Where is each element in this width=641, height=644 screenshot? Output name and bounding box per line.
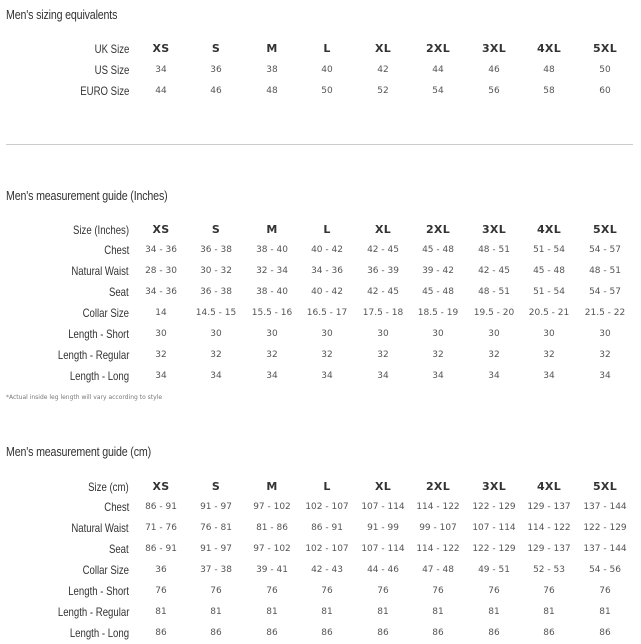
table-cell: 50 [599,65,611,75]
row-label: Length - Regular [57,605,129,619]
table-cell: 86 - 91 [145,502,177,512]
row-label: Length - Long [69,626,129,640]
table-cell: 34 [488,371,500,381]
table-row [0,324,641,344]
table-cell: 36 - 38 [200,245,232,255]
table-cell: 44 - 46 [367,565,399,575]
table-row [0,623,641,643]
table-cell: 32 [432,350,444,360]
table-cell: 32 [321,350,333,360]
row-label: Natural Waist [71,521,129,535]
table-row [0,497,641,517]
row-label: Collar Size [82,563,129,577]
table-cell: 18.5 - 19 [417,308,459,318]
table-cell: 42 - 45 [478,266,510,276]
table-cell: 30 [488,329,500,339]
table-cell: 36 - 38 [200,287,232,297]
table-cell: 39 - 41 [256,565,288,575]
table-cell: 56 [488,86,500,96]
table-cell: 99 - 107 [419,523,457,533]
row-label: Size (cm) [88,480,129,494]
table-cell: 34 [155,371,167,381]
header-cell: XS [152,42,170,55]
header-cell: 3XL [481,223,507,236]
table-cell: 54 [432,86,444,96]
table-cell: 34 [377,371,389,381]
table-cell: 76 [488,586,500,596]
table-cell: 97 - 102 [253,502,291,512]
table-cell: 76 [321,586,333,596]
table-cell: 28 - 30 [145,266,177,276]
table-row [0,282,641,302]
table-cell: 86 [432,628,444,638]
table-cell: 107 - 114 [361,544,405,554]
row-label: US Size [94,63,129,77]
table-cell: 20.5 - 21 [528,308,570,318]
row-label: Length - Regular [57,348,129,362]
table-cell: 34 [321,371,333,381]
table-cell: 86 [488,628,500,638]
table-cell: 76 [155,586,167,596]
table-cell: 114 - 122 [527,523,571,533]
table-cell: 34 - 36 [311,266,343,276]
table-cell: 91 - 97 [200,544,232,554]
table-cell: 86 - 91 [311,523,343,533]
table-cell: 54 - 57 [589,245,621,255]
table-row [0,560,641,580]
header-cell: M [266,223,278,236]
table-cell: 45 - 48 [422,245,454,255]
header-cell: 2XL [425,480,451,493]
table-cell: 81 [488,607,500,617]
table-cell: 32 [543,350,555,360]
table-cell: 21.5 - 22 [584,308,626,318]
row-label: Length - Short [68,327,129,341]
table-row [0,345,641,365]
header-cell: XL [374,42,392,55]
table-cell: 76 [432,586,444,596]
table-cell: 34 [266,371,278,381]
table-cell: 30 [377,329,389,339]
table-cell: 81 [155,607,167,617]
row-label: Chest [103,500,129,514]
table-cell: 76 - 81 [200,523,232,533]
table-header-row [0,477,641,497]
table-cell: 129 - 137 [527,544,571,554]
table-cell: 34 [432,371,444,381]
table-row [0,581,641,601]
table-cell: 81 [432,607,444,617]
row-label: EURO Size [79,84,129,98]
table-cell: 46 [488,65,500,75]
table-cell: 107 - 114 [472,523,516,533]
table-cell: 42 - 43 [311,565,343,575]
table-cell: 45 - 48 [533,266,565,276]
header-cell: 3XL [481,42,507,55]
table-cell: 102 - 107 [305,502,349,512]
footnote: *Actual inside leg length will vary according to style [6,394,163,401]
table-cell: 76 [377,586,389,596]
table-cell: 102 - 107 [305,544,349,554]
row-label: Collar Size [82,306,129,320]
table-cell: 17.5 - 18 [362,308,404,318]
table-cell: 91 - 99 [367,523,399,533]
header-cell: 4XL [536,223,562,236]
table-cell: 86 [210,628,222,638]
header-cell: 3XL [481,480,507,493]
table-cell: 137 - 144 [583,544,627,554]
table-cell: 38 - 40 [256,245,288,255]
row-label: Size (Inches) [72,223,129,237]
row-label: Chest [103,243,129,257]
table-cell: 122 - 129 [472,502,516,512]
table-cell: 86 [377,628,389,638]
header-cell: S [211,480,221,493]
row-label: Seat [109,542,129,556]
table-cell: 54 - 56 [589,565,621,575]
table-cell: 34 [210,371,222,381]
header-cell: 4XL [536,480,562,493]
table-cell: 86 [155,628,167,638]
table-cell: 76 [599,586,611,596]
table-cell: 36 [210,65,222,75]
table-cell: 86 - 91 [145,544,177,554]
table-cell: 81 [266,607,278,617]
table-cell: 60 [599,86,611,96]
table-cell: 30 [321,329,333,339]
table-cell: 44 [155,86,167,96]
table-cell: 81 [377,607,389,617]
header-cell: XL [374,480,392,493]
table-cell: 71 - 76 [145,523,177,533]
table-cell: 58 [543,86,555,96]
header-cell: 4XL [536,42,562,55]
table-row [0,303,641,323]
header-cell: L [323,42,331,55]
table-header-row [0,220,641,240]
table-row [0,60,641,80]
table-cell: 34 [599,371,611,381]
header-cell: 2XL [425,42,451,55]
table-cell: 45 - 48 [422,287,454,297]
table-cell: 19.5 - 20 [473,308,515,318]
row-label: Length - Long [69,369,129,383]
table-cell: 122 - 129 [472,544,516,554]
table-cell: 30 - 32 [200,266,232,276]
section-title: Men's measurement guide (cm) [6,444,151,459]
table-cell: 32 [155,350,167,360]
table-cell: 14 [155,308,167,318]
table-cell: 97 - 102 [253,544,291,554]
table-cell: 42 - 45 [367,287,399,297]
table-cell: 81 [321,607,333,617]
table-cell: 30 [210,329,222,339]
table-cell: 52 - 53 [533,565,565,575]
header-cell: L [323,223,331,236]
table-cell: 38 [266,65,278,75]
table-row [0,240,641,260]
table-cell: 52 [377,86,389,96]
table-cell: 38 - 40 [256,287,288,297]
table-cell: 137 - 144 [583,502,627,512]
table-cell: 34 [543,371,555,381]
table-cell: 91 - 97 [200,502,232,512]
table-row [0,261,641,281]
header-cell: S [211,223,221,236]
table-cell: 86 [321,628,333,638]
header-cell: 2XL [425,223,451,236]
table-cell: 49 - 51 [478,565,510,575]
table-cell: 40 [321,65,333,75]
header-cell: XS [152,480,170,493]
table-cell: 44 [432,65,444,75]
table-cell: 40 - 42 [311,245,343,255]
header-cell: 5XL [592,223,618,236]
table-header-row [0,39,641,59]
table-cell: 36 - 39 [367,266,399,276]
table-cell: 107 - 114 [361,502,405,512]
table-cell: 32 [210,350,222,360]
table-cell: 129 - 137 [527,502,571,512]
table-cell: 30 [432,329,444,339]
table-cell: 34 - 36 [145,245,177,255]
table-cell: 32 [599,350,611,360]
table-cell: 32 [266,350,278,360]
table-cell: 30 [155,329,167,339]
table-cell: 86 [266,628,278,638]
table-cell: 76 [266,586,278,596]
table-cell: 76 [210,586,222,596]
table-row [0,366,641,386]
table-row [0,518,641,538]
table-cell: 81 [599,607,611,617]
table-cell: 47 - 48 [422,565,454,575]
table-cell: 86 [599,628,611,638]
table-cell: 30 [543,329,555,339]
table-cell: 30 [266,329,278,339]
row-label: Length - Short [68,584,129,598]
table-cell: 34 [155,65,167,75]
table-row [0,81,641,101]
table-cell: 114 - 122 [416,502,460,512]
table-cell: 16.5 - 17 [306,308,348,318]
table-cell: 122 - 129 [583,523,627,533]
header-cell: XS [152,223,170,236]
table-cell: 42 [377,65,389,75]
header-cell: 5XL [592,480,618,493]
table-cell: 39 - 42 [422,266,454,276]
row-label: UK Size [94,42,129,56]
row-label: Natural Waist [71,264,129,278]
table-cell: 37 - 38 [200,565,232,575]
section-divider [6,144,633,145]
header-cell: L [323,480,331,493]
table-row [0,602,641,622]
table-cell: 40 - 42 [311,287,343,297]
header-cell: M [266,480,278,493]
table-row [0,539,641,559]
table-cell: 48 [543,65,555,75]
table-cell: 32 - 34 [256,266,288,276]
table-cell: 86 [543,628,555,638]
header-cell: S [211,42,221,55]
header-cell: 5XL [592,42,618,55]
table-cell: 30 [599,329,611,339]
table-cell: 46 [210,86,222,96]
header-cell: XL [374,223,392,236]
table-cell: 36 [155,565,167,575]
table-cell: 42 - 45 [367,245,399,255]
table-cell: 15.5 - 16 [251,308,293,318]
table-cell: 48 - 51 [478,245,510,255]
table-cell: 51 - 54 [533,287,565,297]
header-cell: M [266,42,278,55]
table-cell: 14.5 - 15 [195,308,237,318]
table-cell: 54 - 57 [589,287,621,297]
section-title: Men's sizing equivalents [6,7,118,22]
table-cell: 32 [377,350,389,360]
table-cell: 48 - 51 [478,287,510,297]
table-cell: 32 [488,350,500,360]
table-cell: 81 [210,607,222,617]
table-cell: 34 - 36 [145,287,177,297]
table-cell: 51 - 54 [533,245,565,255]
table-cell: 114 - 122 [416,544,460,554]
row-label: Seat [109,285,129,299]
table-cell: 81 [543,607,555,617]
table-cell: 76 [543,586,555,596]
section-title: Men's measurement guide (Inches) [6,188,168,203]
table-cell: 50 [321,86,333,96]
table-cell: 48 [266,86,278,96]
table-cell: 48 - 51 [589,266,621,276]
table-cell: 81 - 86 [256,523,288,533]
